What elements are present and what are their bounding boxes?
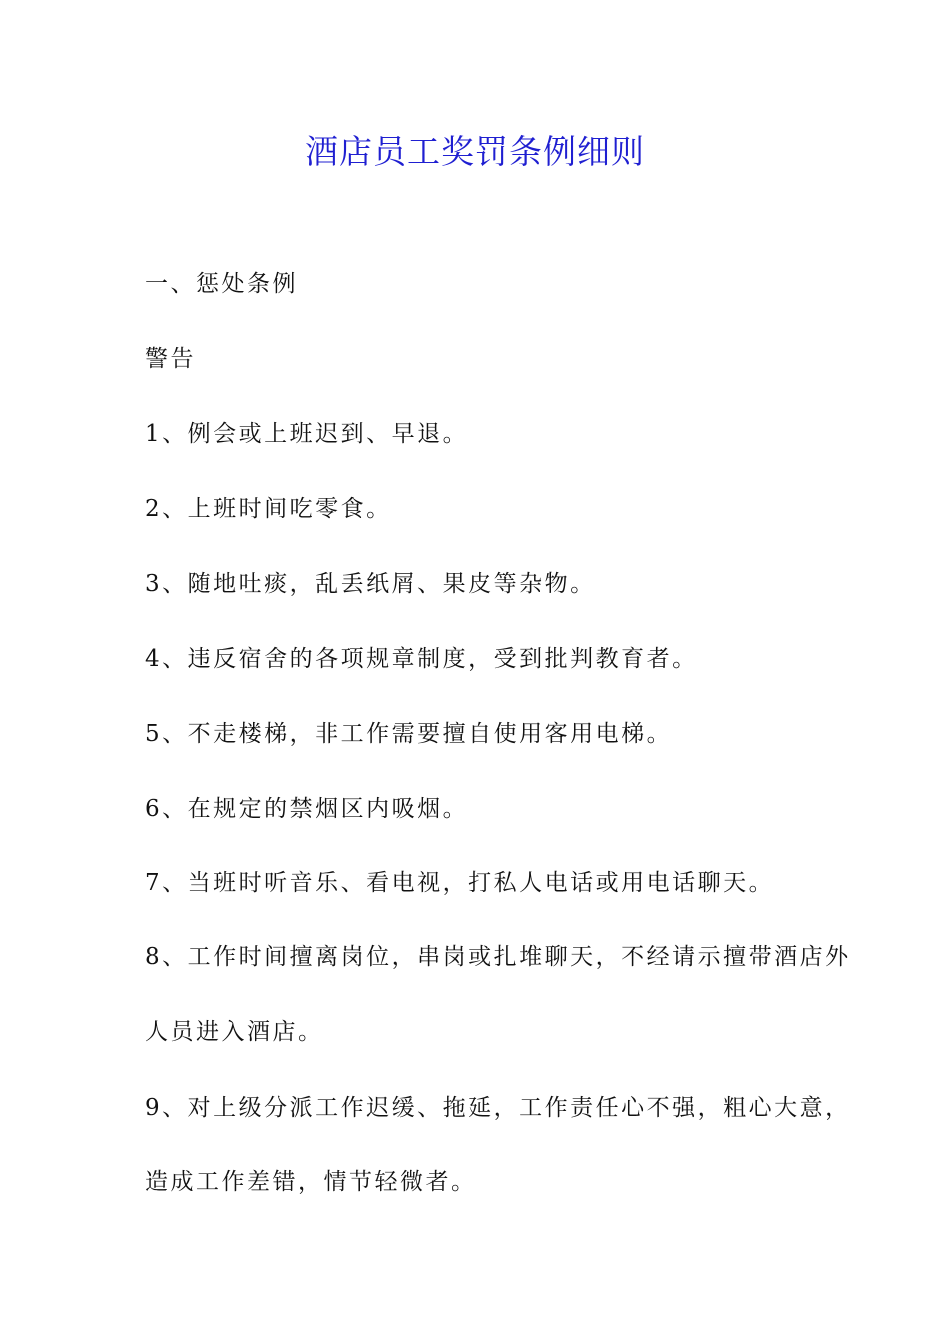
paragraph-line: 8、工作时间擅离岗位，串岗或扎堆聊天，不经请示擅带酒店外 — [145, 944, 851, 970]
section-heading: 一、惩处条例 — [145, 271, 298, 297]
paragraph-line: 1、例会或上班迟到、早退。 — [145, 421, 469, 447]
paragraph-line: 2、上班时间吃零食。 — [145, 496, 392, 522]
paragraph-line: 6、在规定的禁烟区内吸烟。 — [145, 796, 469, 822]
paragraph-line-continued: 造成工作差错，情节轻微者。 — [145, 1169, 477, 1195]
paragraph-line-continued: 人员进入酒店。 — [145, 1019, 324, 1045]
paragraph-line: 7、当班时听音乐、看电视，打私人电话或用电话聊天。 — [145, 870, 775, 896]
paragraph-line: 9、对上级分派工作迟缓、拖延，工作责任心不强，粗心大意， — [145, 1095, 851, 1121]
paragraph-line: 4、违反宿舍的各项规章制度，受到批判教育者。 — [145, 646, 698, 672]
paragraph-line: 3、随地吐痰，乱丢纸屑、果皮等杂物。 — [145, 571, 596, 597]
document-title: 酒店员工奖罚条例细则 — [305, 132, 645, 171]
subsection-heading: 警告 — [145, 346, 196, 372]
paragraph-line: 5、不走楼梯，非工作需要擅自使用客用电梯。 — [145, 721, 673, 747]
